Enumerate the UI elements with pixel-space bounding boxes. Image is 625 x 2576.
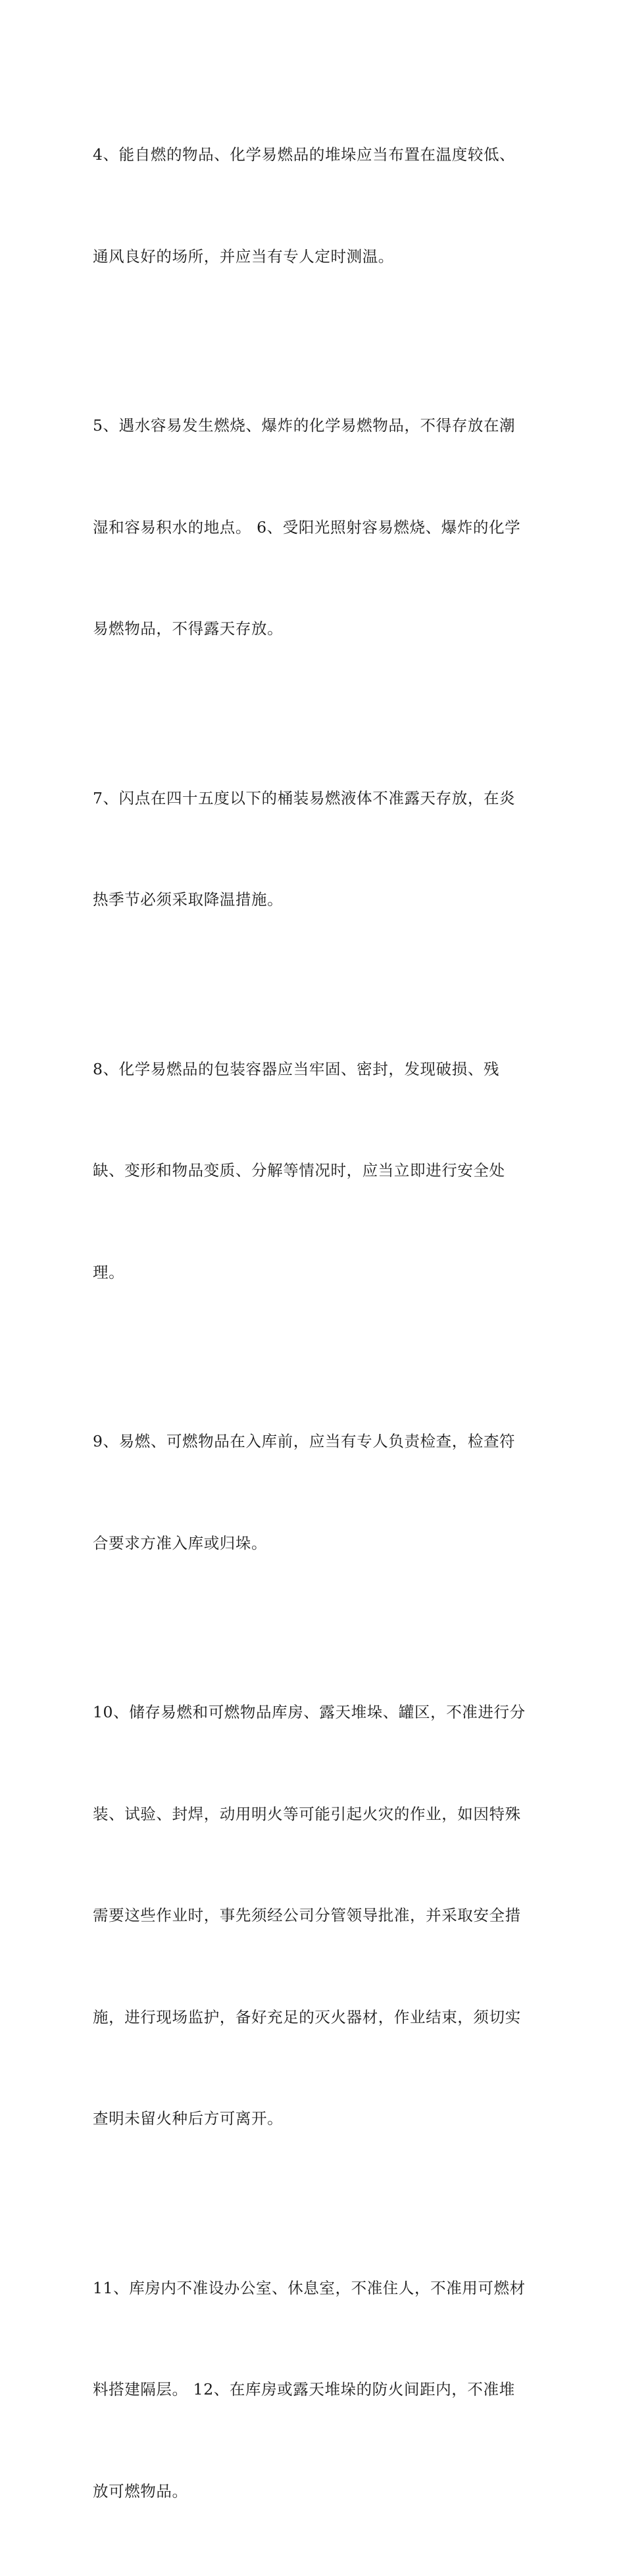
text-line: 11、库房内不准设办公室、休息室，不准住人，不准用可燃材 [93, 2272, 540, 2306]
text-line: 施，进行现场监护，备好充足的灭火器材，作业结束，须切实 [93, 2001, 540, 2035]
text-line: 需要这些作业时，事先须经公司分管领导批准，并采取安全措 [93, 1899, 540, 1933]
text-line: 10、储存易燃和可燃物品库房、露天堆垛、罐区，不准进行分 [93, 1696, 540, 1730]
text-line: 理。 [93, 1256, 540, 1290]
text-line: 通风良好的场所，并应当有专人定时测温。 [93, 240, 540, 274]
document-page [0, 0, 625, 808]
text-line: 4、能自燃的物品、化学易燃品的堆垛应当布置在温度较低、 [93, 138, 540, 172]
text-line: 9、易燃、可燃物品在入库前，应当有专人负责检查，检查符 [93, 1425, 540, 1459]
text-line: 7、闪点在四十五度以下的桶装易燃液体不准露天存放，在炎 [93, 782, 540, 816]
paragraph-rule-10 [93, 1628, 540, 2204]
paragraph-rule-8 [93, 985, 540, 1358]
text-line: 查明未留火种后方可离开。 [93, 2102, 540, 2136]
paragraph-rule-7 [93, 714, 540, 985]
text-line: 装、试验、封焊，动用明火等可能引起火灾的作业，如因特殊 [93, 1798, 540, 1832]
text-line: 湿和容易积水的地点。 6、受阳光照射容易燃烧、爆炸的化学 [93, 511, 540, 545]
document-body [93, 70, 540, 2576]
text-line: 放可燃物品。 [93, 2475, 540, 2509]
paragraph-rule-5-6 [93, 341, 540, 714]
paragraph-rule-11-12 [93, 2204, 540, 2576]
text-line: 合要求方准入库或归垛。 [93, 1527, 540, 1561]
text-line: 8、化学易燃品的包装容器应当牢固、密封，发现破损、残 [93, 1053, 540, 1087]
text-line: 易燃物品，不得露天存放。 [93, 612, 540, 646]
text-line: 料搭建隔层。 12、在库房或露天堆垛的防火间距内，不准堆 [93, 2373, 540, 2407]
text-line: 缺、变形和物品变质、分解等情况时，应当立即进行安全处 [93, 1154, 540, 1188]
text-line: 5、遇水容易发生燃烧、爆炸的化学易燃物品，不得存放在潮 [93, 409, 540, 443]
paragraph-rule-4 [93, 70, 540, 341]
text-line: 热季节必须采取降温措施。 [93, 883, 540, 917]
paragraph-rule-9 [93, 1357, 540, 1628]
